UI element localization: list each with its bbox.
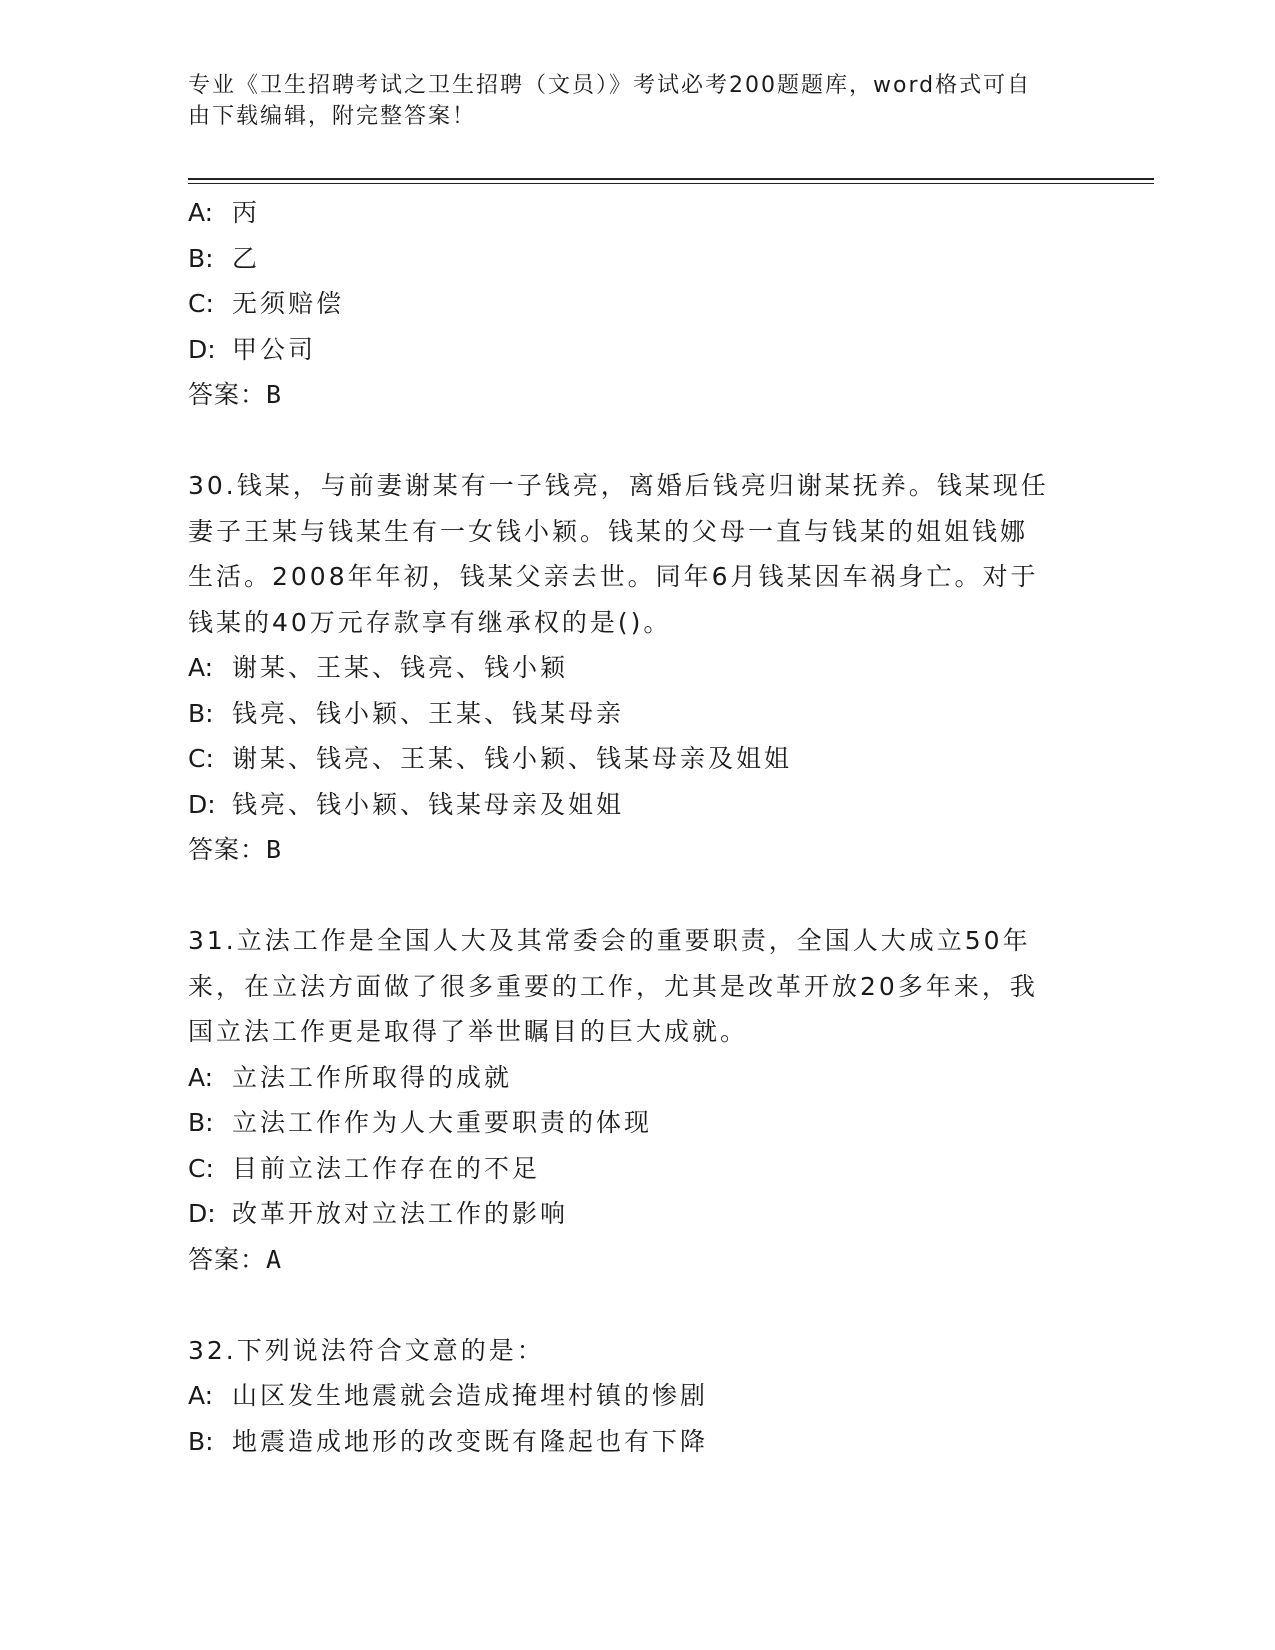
option-a: A: 谢某、王某、钱亮、钱小颖	[188, 653, 569, 682]
answer-line: 答案：B	[188, 380, 283, 409]
answer-line: 答案：A	[188, 1244, 283, 1274]
spacer	[188, 418, 1088, 464]
header-rule-thin	[188, 183, 1154, 184]
question-stem-line: 来，在立法方面做了很多重要的工作，尤其是改革开放20多年来，我	[188, 971, 1038, 1001]
question-stem-line: 国立法工作更是取得了举世瞩目的巨大成就。	[188, 1017, 749, 1046]
spacer	[188, 1282, 1088, 1328]
header-line-1: 专业《卫生招聘考试之卫生招聘（文员）》考试必考200题题库，word格式可自	[188, 73, 1032, 98]
option-b: B: 钱亮、钱小颖、王某、钱某母亲	[188, 698, 625, 728]
header-line-2: 由下载编辑，附完整答案！	[188, 104, 477, 129]
option-c: C: 无须赔偿	[188, 289, 345, 318]
document-header	[188, 70, 1088, 132]
option-d: D: 甲公司	[188, 334, 317, 364]
option-b: B: 立法工作作为人大重要职责的体现	[188, 1108, 653, 1137]
question-stem-line: 生活。2008年年初，钱某父亲去世。同年6月钱某因车祸身亡。对于	[188, 562, 1039, 591]
option-b: B: 地震造成地形的改变既有隆起也有下降	[188, 1426, 709, 1456]
option-a: A: 丙	[188, 198, 261, 227]
option-b: B: 乙	[188, 243, 261, 273]
answer-line: 答案：B	[188, 835, 283, 864]
option-a: A: 山区发生地震就会造成掩埋村镇的惨剧	[188, 1381, 709, 1410]
question-30	[188, 463, 1088, 873]
option-c: C: 谢某、钱亮、王某、钱小颖、钱某母亲及姐姐	[188, 744, 793, 773]
question-29-tail	[188, 190, 1088, 418]
question-stem-line: 32.下列说法符合文意的是：	[188, 1335, 545, 1365]
question-stem-line: 30.钱某，与前妻谢某有一子钱亮，离婚后钱亮归谢某抚养。钱某现任	[188, 471, 1049, 500]
option-d: D: 钱亮、钱小颖、钱某母亲及姐姐	[188, 789, 625, 819]
question-stem-line: 钱某的40万元存款享有继承权的是()。	[188, 607, 672, 637]
spacer	[188, 873, 1088, 919]
question-stem-line: 妻子王某与钱某生有一女钱小颖。钱某的父母一直与钱某的姐姐钱娜	[188, 516, 1029, 546]
header-rule-thick	[188, 178, 1154, 180]
question-stem-line: 31.立法工作是全国人大及其常委会的重要职责，全国人大成立50年	[188, 926, 1031, 955]
question-31	[188, 918, 1088, 1282]
question-32	[188, 1328, 1088, 1465]
document-body	[188, 190, 1088, 1464]
option-a: A: 立法工作所取得的成就	[188, 1062, 513, 1092]
option-c: C: 目前立法工作存在的不足	[188, 1153, 541, 1183]
option-d: D: 改革开放对立法工作的影响	[188, 1199, 569, 1228]
